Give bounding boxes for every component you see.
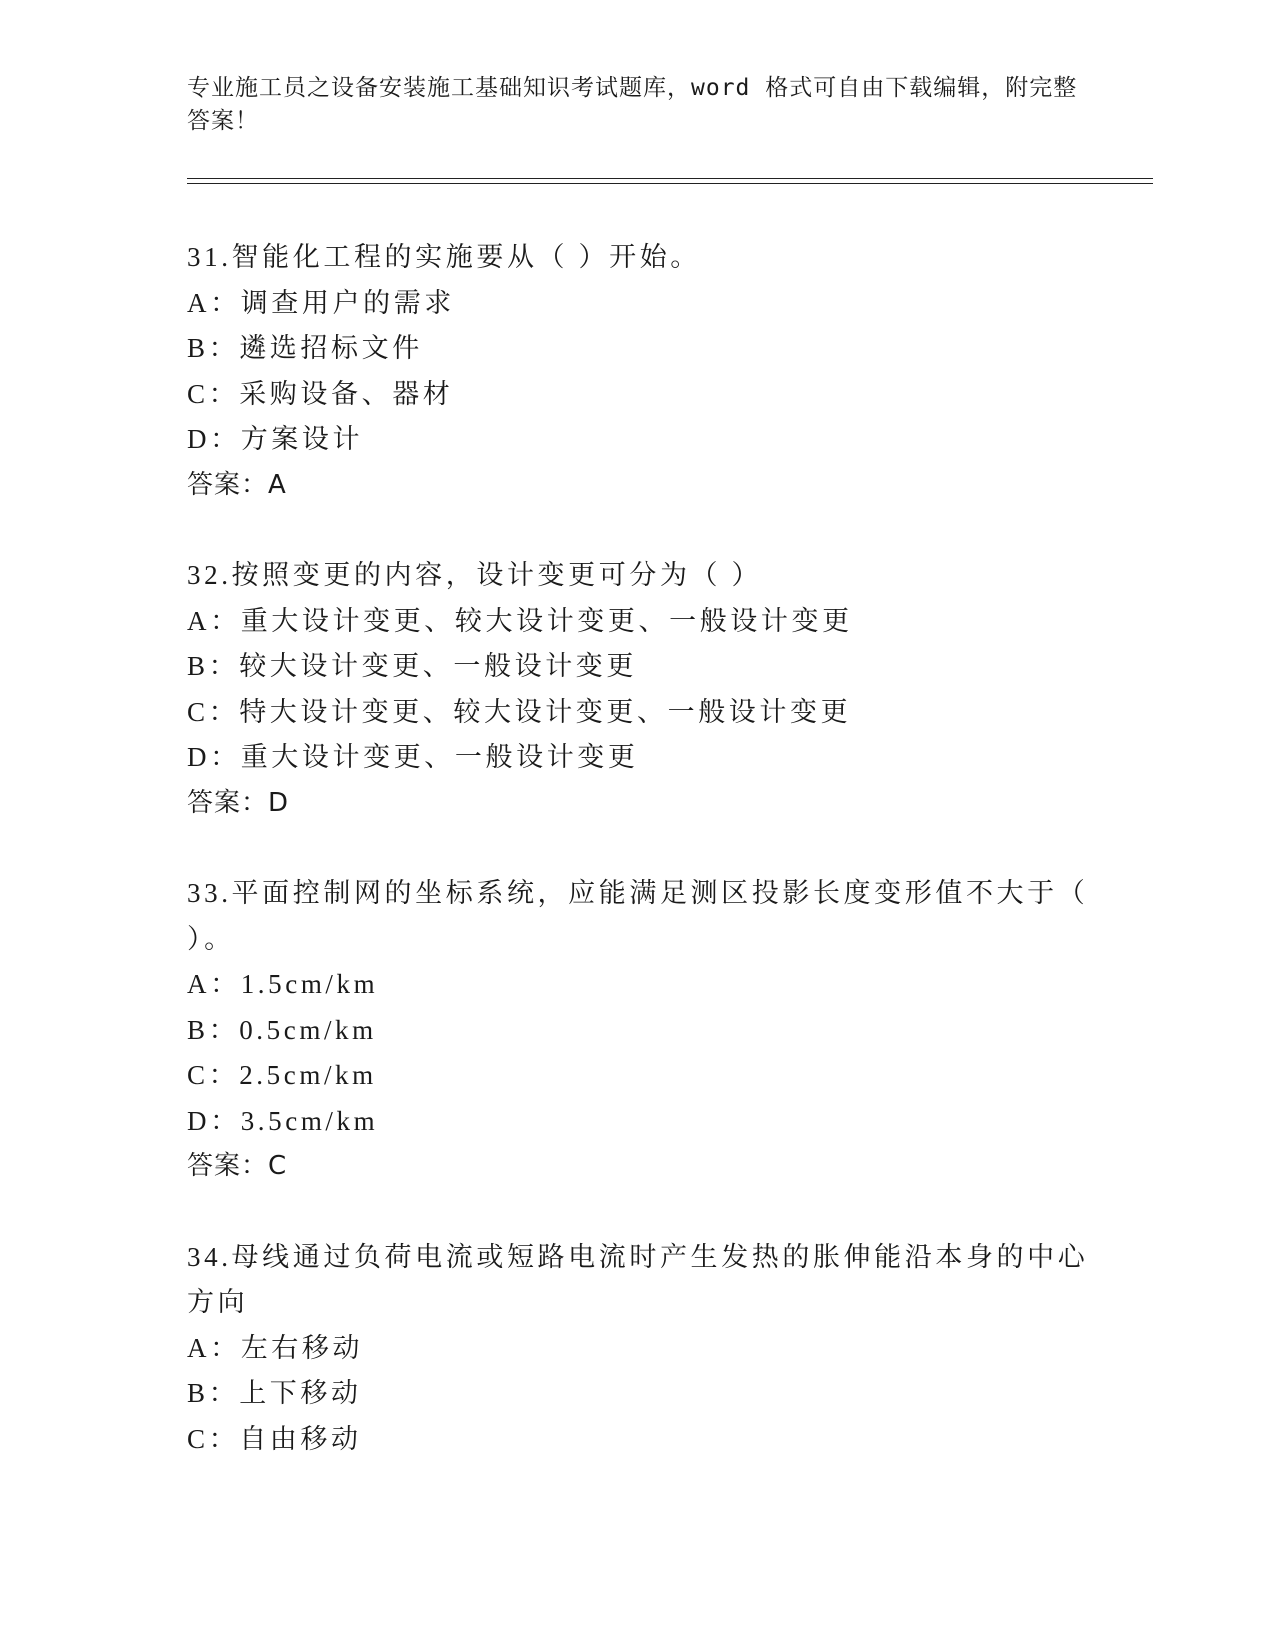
option-c: C：采购设备、器材 bbox=[187, 378, 454, 409]
question-stem: 33.平面控制网的坐标系统，应能满足测区投影长度变形值不大于（ ）。 bbox=[187, 878, 1099, 954]
answer-line: 答案：C bbox=[187, 1151, 288, 1181]
option-b: B：遴选招标文件 bbox=[187, 333, 423, 363]
option-a: A：1.5cm/km bbox=[187, 969, 379, 999]
option-a: A：调查用户的需求 bbox=[187, 287, 455, 318]
question-stem: 31.智能化工程的实施要从（ ）开始。 bbox=[187, 242, 701, 272]
question-stem: 32.按照变更的内容，设计变更可分为（ ） bbox=[187, 560, 763, 590]
option-a: A：重大设计变更、较大设计变更、一般设计变更 bbox=[187, 605, 853, 636]
question-list bbox=[187, 235, 1117, 1507]
question-31 bbox=[187, 235, 1117, 508]
question-34 bbox=[187, 1235, 1117, 1463]
document-header: 专业施工员之设备安装施工基础知识考试题库，word 格式可自由下载编辑，附完整答案！ bbox=[187, 75, 1078, 134]
answer-line: 答案：A bbox=[187, 469, 287, 500]
option-d: D：3.5cm/km bbox=[187, 1105, 379, 1136]
question-33 bbox=[187, 871, 1117, 1190]
option-b: B：0.5cm/km bbox=[187, 1014, 377, 1045]
header-rule-top bbox=[187, 178, 1153, 179]
question-32 bbox=[187, 553, 1117, 826]
option-b: B：较大设计变更、一般设计变更 bbox=[187, 651, 638, 681]
option-c: C：自由移动 bbox=[187, 1423, 362, 1454]
option-a: A：左右移动 bbox=[187, 1332, 364, 1363]
option-c: C：2.5cm/km bbox=[187, 1060, 377, 1090]
answer-line: 答案：D bbox=[187, 787, 290, 818]
header-rule-bottom bbox=[187, 183, 1153, 184]
question-stem: 34.母线通过负荷电流或短路电流时产生发热的胀伸能沿本身的中心方向 bbox=[187, 1241, 1089, 1317]
option-d: D：重大设计变更、一般设计变更 bbox=[187, 742, 639, 772]
option-d: D：方案设计 bbox=[187, 424, 364, 454]
option-b: B：上下移动 bbox=[187, 1378, 362, 1408]
option-c: C：特大设计变更、较大设计变更、一般设计变更 bbox=[187, 696, 852, 727]
